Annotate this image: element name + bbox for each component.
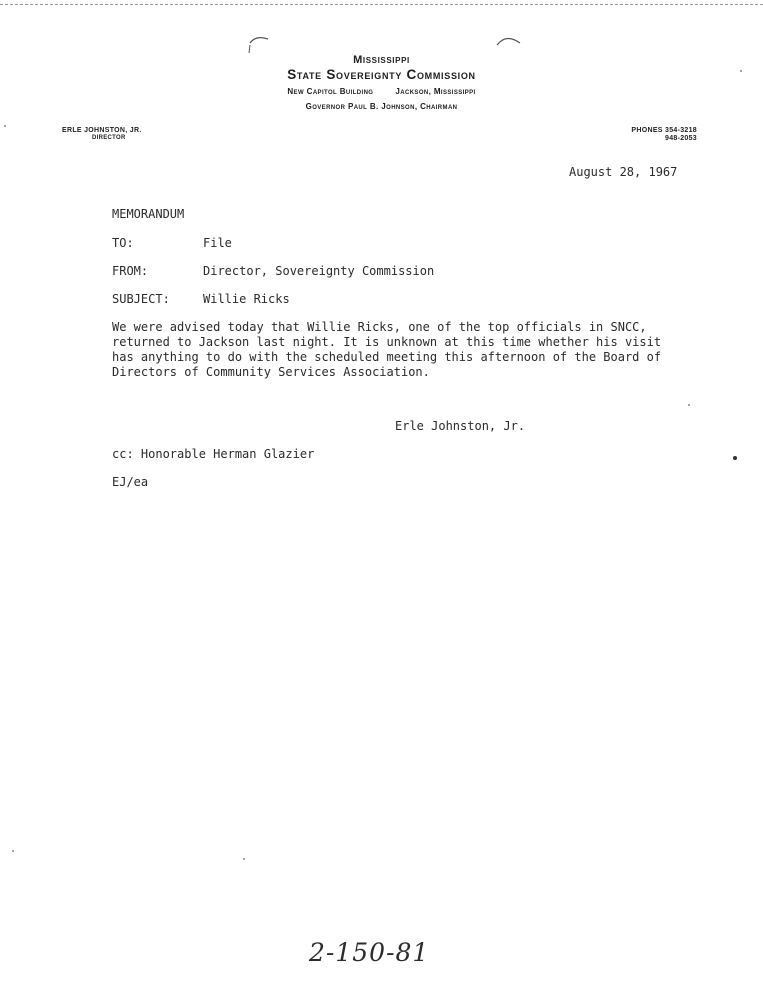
scan-speck (733, 456, 737, 460)
from-row (112, 264, 434, 278)
scan-speck (4, 125, 6, 127)
director-name: ERLE JOHNSTON, JR. (62, 127, 142, 134)
letterhead-building: New Capitol Building (287, 87, 374, 96)
initials: EJ/ea (112, 475, 149, 489)
body-line: Directors of Community Services Association. (112, 365, 430, 379)
phones-block (631, 127, 697, 142)
handwritten-file-number: 2-150-81 (309, 938, 430, 967)
scan-speck (688, 404, 690, 406)
scan-speck (12, 850, 14, 852)
from-label: FROM: (112, 264, 149, 278)
director-block (62, 127, 142, 141)
subject-label: SUBJECT: (112, 292, 170, 306)
letterhead-commission: State Sovereignty Commission (287, 67, 476, 82)
letterhead-state: Mississippi (353, 54, 410, 66)
memo-date: August 28, 1967 (569, 165, 678, 179)
from-value: Director, Sovereignty Commission (203, 264, 435, 278)
body-line: has anything to do with the scheduled meeting this afternoon of the Board of (112, 350, 662, 364)
scan-speck (243, 858, 245, 860)
subject-value: Willie Ricks (203, 292, 290, 306)
to-row (112, 236, 232, 250)
letterhead-address (0, 87, 763, 96)
body-line: We were advised today that Willie Ricks, one of the top officials in SNCC, (112, 320, 647, 334)
memo-body (112, 320, 672, 380)
signature: Erle Johnston, Jr. (395, 419, 526, 433)
phones-line-2: 948-2053 (665, 135, 697, 142)
subject-row (112, 292, 290, 306)
to-label: TO: (112, 236, 134, 250)
director-title: DIRECTOR (92, 135, 126, 141)
top-edge-line (0, 4, 763, 5)
letterhead-city: Jackson, Mississippi (395, 87, 476, 96)
body-line: returned to Jackson last night. It is unknown at this time whether his visit (112, 335, 662, 349)
memo-heading: MEMORANDUM (112, 207, 185, 221)
phones-line-1: PHONES 354-3218 (631, 127, 697, 134)
letterhead-governor: Governor Paul B. Johnson, Chairman (305, 102, 458, 111)
seal-mark-right (494, 33, 524, 53)
cc-line: cc: Honorable Herman Glazier (112, 447, 315, 461)
scan-speck (740, 70, 742, 72)
to-value: File (203, 236, 232, 250)
